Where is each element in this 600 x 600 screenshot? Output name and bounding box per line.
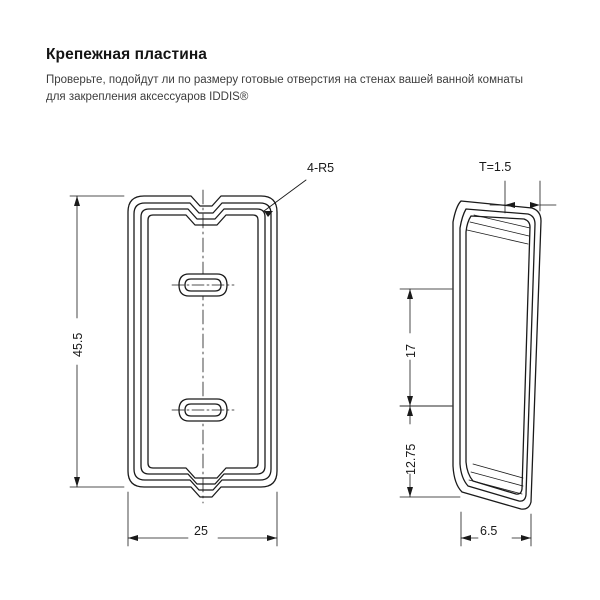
label-height: 45.5: [71, 332, 85, 357]
label-dim-12-75: 12.75: [404, 443, 418, 475]
page-title: Крепежная пластина: [46, 46, 208, 63]
label-dim-17: 17: [404, 344, 418, 358]
page-subtitle-line-2: для закрепления аксессуаров IDDIS®: [46, 90, 249, 103]
page-subtitle-line-1: Проверьте, подойдут ли по размеру готовые отверстия на стенах вашей ванной комнаты: [46, 74, 524, 86]
label-thickness: T=1.5: [479, 160, 512, 174]
front-view-lower-slot: [172, 399, 234, 421]
front-view-upper-slot: [172, 274, 234, 296]
side-view-body: [453, 201, 541, 509]
label-width: 25: [194, 524, 208, 538]
label-depth: 6.5: [480, 524, 498, 538]
label-radius: 4-R5: [307, 161, 335, 175]
